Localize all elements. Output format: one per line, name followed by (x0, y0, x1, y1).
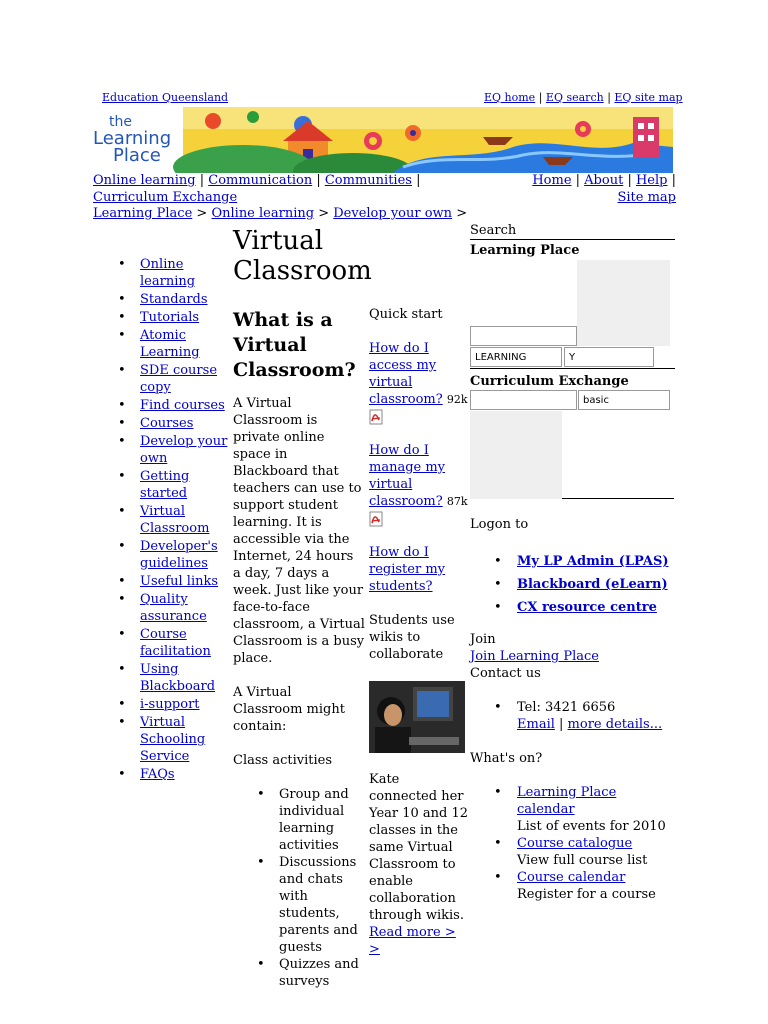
register-students-link[interactable]: How do I register my students? (369, 545, 445, 594)
contains-paragraph: A Virtual Classroom might contain: (233, 685, 345, 734)
menu-item (112, 256, 232, 290)
curriculum-exchange-search-input[interactable] (470, 390, 577, 410)
breadcrumb-separator: > (196, 206, 208, 221)
pdf-icon[interactable] (369, 409, 383, 425)
main-content (233, 226, 372, 990)
activity-item: • Group and individual learning activities (233, 786, 365, 854)
menu-sde-course-copy[interactable]: SDE course copy (140, 363, 218, 395)
menu-tutorials[interactable]: Tutorials (140, 310, 200, 325)
logon-item (470, 573, 675, 596)
menu-course-facilitation[interactable]: Course facilitation (140, 627, 211, 659)
intro-paragraph: A Virtual Classroom is private online space in Blackboard that teachers can use to support student learning. It is accessible via the Internet, 24 hours a day, 7 days a week. Just like your face-to-face classroom, a Virtual Classroom is a busy place. (233, 396, 365, 666)
divider (562, 498, 674, 499)
file-size: 87k (446, 495, 468, 508)
right-sidebar (470, 222, 675, 902)
menu-using-blackboard[interactable]: Using Blackboard (140, 662, 216, 694)
menu-item (112, 503, 232, 537)
logon-item (470, 596, 675, 619)
join-learning-place-link[interactable]: Join Learning Place (470, 649, 599, 664)
menu-item (112, 766, 232, 783)
telephone-number: Tel: 3421 6656 (517, 700, 616, 715)
logo-text-learning: Learning (93, 128, 172, 149)
whats-on-description: List of events for 2010 (517, 819, 666, 834)
eq-home-link[interactable]: EQ home (484, 91, 536, 104)
learning-place-option-select[interactable]: Y (564, 347, 654, 367)
nav-sitemap[interactable]: Site map (617, 190, 676, 205)
course-catalogue-link[interactable]: Course catalogue (517, 836, 633, 851)
menu-develop-your-own[interactable]: Develop your own (140, 434, 228, 466)
menu-faqs[interactable]: FAQs (140, 767, 175, 782)
menu-atomic-learning[interactable]: Atomic Learning (140, 328, 200, 360)
eq-sitemap-link[interactable]: EQ site map (614, 91, 683, 104)
nav-communities[interactable]: Communities (324, 173, 412, 188)
search-panel-background (577, 260, 670, 346)
more-details-link[interactable]: more details... (567, 717, 663, 732)
logon-heading: Logon to (470, 517, 529, 532)
menu-item (112, 433, 232, 467)
menu-item (112, 309, 232, 326)
whats-on-description: View full course list (517, 853, 648, 868)
menu-item (112, 696, 232, 713)
learning-place-search-input[interactable] (470, 326, 577, 346)
nav-communication[interactable]: Communication (208, 173, 313, 188)
lpas-link[interactable]: My LP Admin (LPAS) (517, 554, 669, 569)
logon-item (470, 550, 675, 573)
search-heading: Search (470, 222, 675, 240)
menu-virtual-schooling-service[interactable]: Virtual Schooling Service (140, 715, 206, 764)
whats-on-item (470, 869, 675, 903)
pdf-icon[interactable] (369, 511, 383, 527)
quick-start-item (369, 340, 469, 425)
menu-item (112, 327, 232, 361)
eq-search-link[interactable]: EQ search (545, 91, 604, 104)
menu-getting-started[interactable]: Getting started (140, 469, 190, 501)
learning-place-logo[interactable] (93, 112, 183, 170)
menu-standards[interactable]: Standards (140, 292, 208, 307)
logon-list (470, 550, 675, 619)
page-title: Virtual Classroom (233, 226, 372, 286)
curriculum-exchange-search-label: Curriculum Exchange (470, 374, 629, 389)
menu-i-support[interactable]: i-support (140, 697, 200, 712)
menu-item (112, 714, 232, 765)
menu-item (112, 362, 232, 396)
menu-courses[interactable]: Courses (140, 416, 194, 431)
blackboard-link[interactable]: Blackboard (eLearn) (517, 577, 668, 592)
menu-item (112, 591, 232, 625)
manage-classroom-link[interactable]: How do I manage my virtual classroom? (369, 443, 446, 509)
menu-item (112, 415, 232, 432)
utility-nav: Home | About | Help | Site map (532, 173, 676, 205)
breadcrumb-separator: > (318, 206, 330, 221)
class-activities-label: Class activities (233, 753, 332, 768)
menu-find-courses[interactable]: Find courses (140, 398, 225, 413)
quick-start-heading: Quick start (369, 307, 443, 322)
search-panel-background (470, 411, 562, 499)
whats-on-list (470, 784, 675, 903)
breadcrumb-separator: > (456, 206, 468, 221)
divider (470, 368, 675, 369)
separator: | (538, 91, 543, 104)
menu-online-learning[interactable]: Online learning (140, 257, 196, 289)
logon-section (470, 516, 675, 903)
menu-virtual-classroom[interactable]: Virtual Classroom (140, 504, 210, 536)
activity-item: • Quizzes and surveys (233, 956, 365, 990)
whats-on-heading: What's on? (470, 751, 543, 766)
logo-text-the: the (109, 114, 132, 130)
section-heading: What is a Virtual Classroom? (233, 309, 356, 381)
menu-item (112, 626, 232, 660)
logo-text-place: Place (113, 145, 161, 166)
menu-quality-assurance[interactable]: Quality assurance (140, 592, 207, 624)
education-queensland-link[interactable]: Education Queensland (102, 91, 229, 104)
menu-item (112, 538, 232, 572)
menu-developers-guidelines[interactable]: Developer's guidelines (140, 539, 218, 571)
contact-item: • Tel: 3421 6656 Email | more details... (470, 699, 675, 733)
nav-home[interactable]: Home (532, 173, 572, 188)
menu-item (112, 397, 232, 414)
breadcrumb-online-learning[interactable]: Online learning (211, 206, 315, 221)
email-link[interactable]: Email (517, 717, 555, 732)
learning-place-scope-select[interactable]: LEARNING (470, 347, 562, 367)
cx-resource-centre-link[interactable]: CX resource centre (517, 600, 657, 615)
read-more-link[interactable]: Read more > > (369, 925, 456, 957)
menu-item (112, 291, 232, 308)
breadcrumb-learning-place[interactable]: Learning Place (93, 206, 193, 221)
nav-about[interactable]: About (584, 173, 624, 188)
student-at-computer-photo[interactable] (369, 681, 465, 753)
whats-on-item (470, 835, 675, 869)
learning-place-search-label: Learning Place (470, 243, 580, 258)
join-heading: Join (470, 632, 496, 647)
activities-list (233, 786, 365, 990)
story-text: Kate connected her Year 10 and 12 classes in the same Virtual Classroom to enable collaboration through wikis. (369, 772, 469, 923)
nav-curriculum-exchange[interactable]: Curriculum Exchange (93, 190, 238, 205)
curriculum-exchange-mode-select[interactable]: basic (578, 390, 670, 410)
activity-item: • Discussions and chats with students, parents and guests (233, 854, 365, 956)
menu-useful-links[interactable]: Useful links (140, 574, 219, 589)
course-calendar-link[interactable]: Course calendar (517, 870, 626, 885)
breadcrumb (93, 205, 467, 222)
nav-online-learning[interactable]: Online learning (93, 173, 196, 188)
learning-place-calendar-link[interactable]: Learning Place calendar (517, 785, 617, 817)
contact-heading: Contact us (470, 666, 541, 681)
wikis-caption: Students use wikis to collaborate (369, 613, 455, 662)
eq-links (484, 91, 683, 104)
quick-start (369, 306, 469, 958)
contact-list (470, 699, 675, 733)
menu-item (112, 468, 232, 502)
left-menu (112, 256, 232, 784)
quick-start-item (369, 544, 469, 595)
menu-item (112, 661, 232, 695)
nav-help[interactable]: Help (635, 173, 668, 188)
access-classroom-link[interactable]: How do I access my virtual classroom? (369, 341, 443, 407)
breadcrumb-develop-your-own[interactable]: Develop your own (333, 206, 453, 221)
menu-item (112, 573, 232, 590)
file-size: 92k (446, 393, 468, 406)
whats-on-item (470, 784, 675, 835)
quick-start-item (369, 442, 469, 527)
separator: | (607, 91, 611, 104)
primary-nav: Online learning | Communication | Communities | Curriculum Exchange (93, 173, 421, 205)
whats-on-description: Register for a course (517, 887, 656, 902)
